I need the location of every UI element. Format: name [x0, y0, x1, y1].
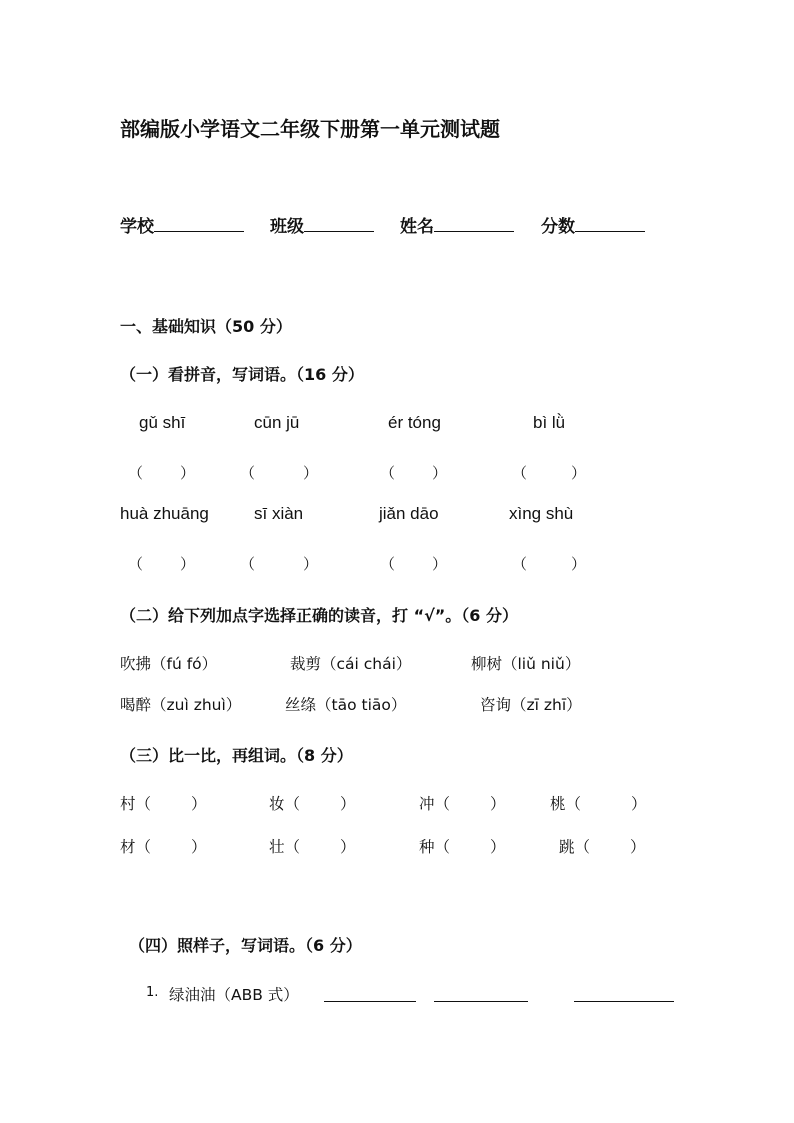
- score-info: [541, 212, 645, 237]
- class-label: 班级: [270, 217, 304, 237]
- q1-heading: （一）看拼音，写词语。（16 分）: [120, 365, 364, 384]
- blank-open: （: [565, 795, 582, 813]
- answer-blank[interactable]: [574, 983, 674, 1002]
- reading-choice-item[interactable]: 咨询（zī zhī）: [480, 696, 582, 714]
- blank-open: （: [284, 795, 301, 813]
- pinyin-item: jiǎn dāo: [379, 504, 439, 523]
- char: 种: [419, 838, 435, 856]
- answer-box-close: ）: [432, 555, 448, 573]
- reading-choice-item[interactable]: 丝绦（tāo tiāo）: [285, 696, 407, 714]
- student-info: [120, 212, 244, 237]
- blank-open: （: [434, 795, 451, 813]
- answer-box-open: （: [128, 555, 144, 573]
- reading-choice-item[interactable]: 吹拂（fú fó）: [120, 655, 218, 673]
- answer-box-close: ）: [180, 464, 196, 482]
- name-info: [400, 212, 514, 237]
- pinyin-item: sī xiàn: [254, 504, 304, 523]
- example-word: 绿油油（ABB 式）: [169, 986, 299, 1004]
- answer-box-close: ）: [571, 464, 587, 482]
- school-blank[interactable]: [154, 213, 244, 232]
- blank-close: ）: [631, 795, 647, 813]
- answer-blank[interactable]: [434, 983, 528, 1002]
- q2-heading: （二）给下列加点字选择正确的读音，打 “√”。（6 分）: [120, 606, 518, 625]
- answer-box-open: （: [240, 555, 256, 573]
- q4-heading: （四）照样子，写词语。（6 分）: [129, 936, 362, 955]
- answer-blank[interactable]: [324, 983, 416, 1002]
- part1-heading: 一、基础知识（50 分）: [120, 317, 292, 336]
- compare-char: [419, 792, 506, 814]
- pinyin-item: gǔ shī: [139, 413, 186, 432]
- name-label: 姓名: [400, 217, 434, 237]
- blank-close: ）: [340, 838, 356, 856]
- item-number: 1.: [146, 985, 159, 1000]
- char: 妆: [269, 795, 285, 813]
- blank-open: （: [135, 838, 152, 856]
- char: 壮: [269, 838, 285, 856]
- char: 桃: [550, 795, 566, 813]
- pinyin-item: xìng shù: [509, 504, 574, 523]
- score-blank[interactable]: [575, 213, 645, 232]
- blank-close: ）: [191, 795, 207, 813]
- answer-box-close: ）: [303, 555, 319, 573]
- compare-char: [559, 835, 646, 857]
- reading-choice-item[interactable]: 喝醉（zuì zhuì）: [120, 696, 242, 714]
- reading-choice-item[interactable]: 裁剪（cái chái）: [290, 655, 412, 673]
- blank-close: ）: [340, 795, 356, 813]
- answer-box-open: （: [240, 464, 256, 482]
- answer-box-open: （: [512, 464, 528, 482]
- blank-open: （: [284, 838, 301, 856]
- blank-close: ）: [490, 795, 506, 813]
- answer-box-open: （: [380, 555, 396, 573]
- answer-box-open: （: [512, 555, 528, 573]
- blank-open: （: [135, 795, 152, 813]
- school-label: 学校: [120, 217, 154, 237]
- blank-close: ）: [490, 838, 506, 856]
- class-blank[interactable]: [304, 213, 374, 232]
- blank-close: ）: [630, 838, 646, 856]
- pinyin-item: cūn jū: [254, 413, 300, 432]
- compare-char: [550, 792, 647, 814]
- name-blank[interactable]: [434, 213, 514, 232]
- score-label: 分数: [541, 217, 575, 237]
- compare-char: [419, 835, 506, 857]
- blank-open: （: [574, 838, 591, 856]
- char: 村: [120, 795, 136, 813]
- blank-open: （: [434, 838, 451, 856]
- page-title: 部编版小学语文二年级下册第一单元测试题: [120, 117, 500, 141]
- answer-box-open: （: [380, 464, 396, 482]
- answer-box-close: ）: [571, 555, 587, 573]
- answer-box-close: ）: [303, 464, 319, 482]
- answer-box-close: ）: [180, 555, 196, 573]
- pinyin-item: huà zhuāng: [120, 504, 209, 523]
- q3-heading: （三）比一比，再组词。（8 分）: [120, 746, 353, 765]
- char: 材: [120, 838, 136, 856]
- reading-choice-item[interactable]: 柳树（liǔ niǔ）: [471, 655, 581, 673]
- blank-close: ）: [191, 838, 207, 856]
- answer-box-open: （: [128, 464, 144, 482]
- compare-char: [120, 835, 207, 857]
- pinyin-item: ér tóng: [388, 413, 441, 432]
- compare-char: [120, 792, 207, 814]
- char: 冲: [419, 795, 435, 813]
- compare-char: [269, 835, 356, 857]
- answer-box-close: ）: [432, 464, 448, 482]
- class-info: [270, 212, 374, 237]
- compare-char: [269, 792, 356, 814]
- char: 跳: [559, 838, 575, 856]
- pinyin-item: bì lǜ: [533, 413, 566, 432]
